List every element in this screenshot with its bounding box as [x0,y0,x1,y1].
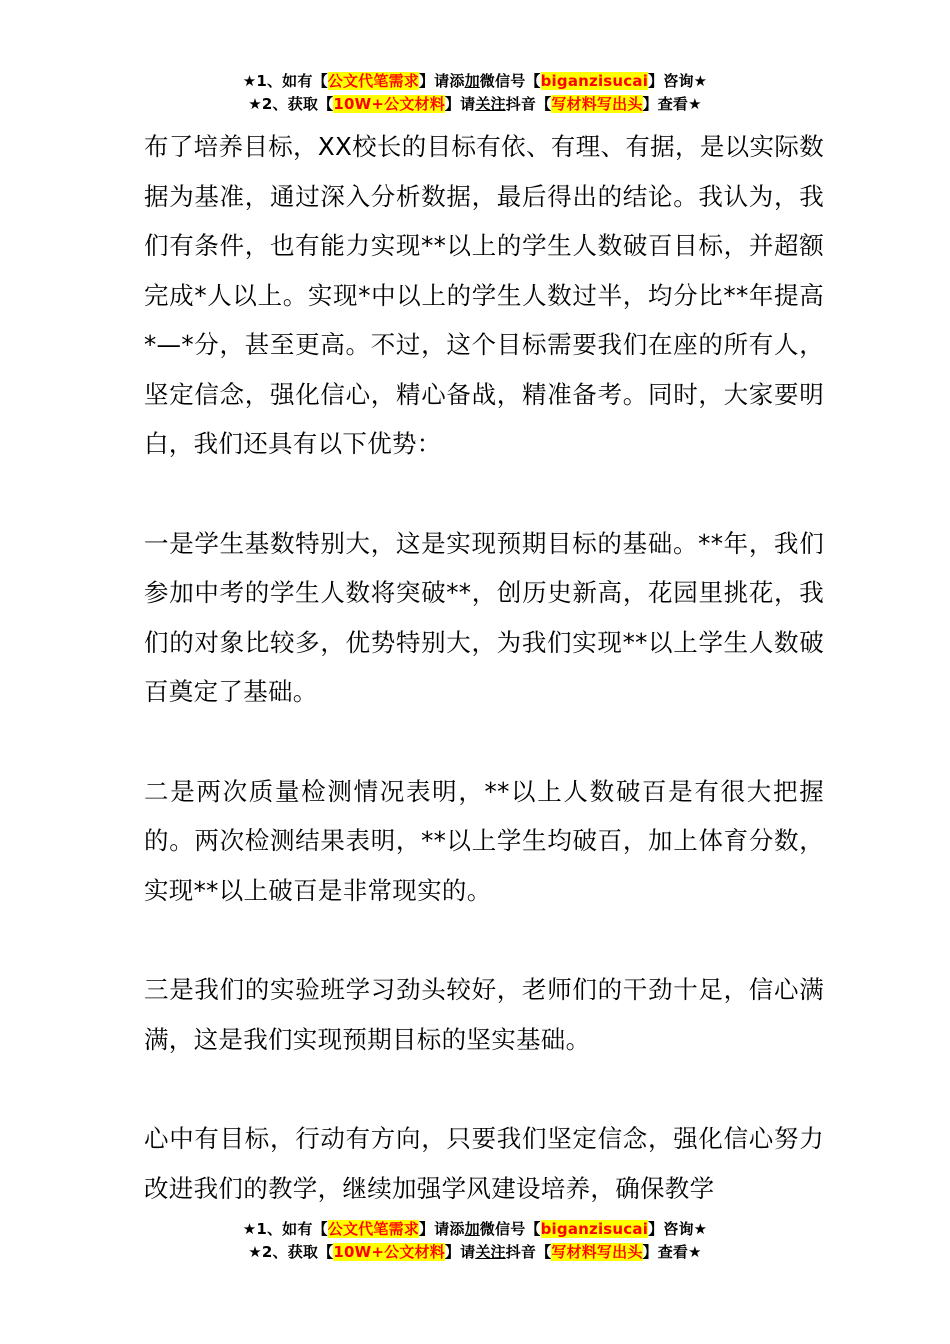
footer-line-1-suffix: 】咨询★ [648,1220,708,1238]
footer-line-1-emphasis: 加 [464,1220,480,1238]
footer-line-1-mid2: 微信号【 [479,1220,541,1238]
paragraph-advantage-3: 三是我们的实验班学习劲头较好，老师们的干劲十足，信心满满，这是我们实现预期目标的坚实基础。 [144,975,824,1054]
banner-line-1 [0,70,950,93]
header-banner [0,70,950,116]
footer-line-1-highlight-wechat: biganzisucai [540,1220,649,1238]
banner-line-2-suffix: 】查看★ [642,95,702,113]
footer-line-2-suffix: 】查看★ [642,1243,702,1261]
banner-line-2-prefix: ★2、获取【 [248,95,334,113]
banner-line-2-mid1: 】请 [444,95,476,113]
footer-line-2-highlight-douyin: 写材料写出头 [551,1243,643,1261]
banner-line-2-emphasis: 关注 [475,95,506,113]
footer-line-2-prefix: ★2、获取【 [248,1243,334,1261]
banner-line-2-mid2: 抖音【 [505,95,552,113]
footer-line-1 [0,1218,950,1241]
paragraph-advantage-1: 一是学生基数特别大，这是实现预期目标的基础。**年，我们参加中考的学生人数将突破**，创历史新高，花园里挑花，我们的对象比较多，优势特别大，为我们实现**以上学生人数破百奠定了基础。 [144,528,824,706]
footer-line-1-prefix: ★1、如有【 [242,1220,328,1238]
banner-line-1-emphasis: 加 [464,72,480,90]
paragraph-goal-analysis: 布了培养目标，XX校长的目标有依、有理、有据，是以实际数据为基准，通过深入分析数据，最后得出的结论。我认为，我们有条件，也有能力实现**以上的学生人数破百目标，并超额完成*人以上。实现*中以上的学生人数过半，均分比**年提高*—*分，甚至更高。不过，这个目标需要我们在座的所有人，坚定信念，强化信心，精心备战，精准备考。同时，大家要明白，我们还具有以下优势： [144,132,824,458]
footer-line-2 [0,1241,950,1264]
footer-banner [0,1218,950,1264]
footer-line-2-mid2: 抖音【 [505,1243,552,1261]
banner-line-1-mid2: 微信号【 [479,72,541,90]
banner-line-1-highlight-wechat: biganzisucai [540,72,649,90]
footer-line-1-mid1: 】请添 [418,1220,465,1238]
banner-line-2-highlight-douyin: 写材料写出头 [551,95,643,113]
footer-line-1-highlight-service: 公文代笔需求 [327,1220,419,1238]
footer-line-2-highlight-materials: 10W+公文材料 [333,1243,445,1261]
document-body [144,122,824,1213]
banner-line-1-mid1: 】请添 [418,72,465,90]
paragraph-advantage-2: 二是两次质量检测情况表明，**以上人数破百是有很大把握的。两次检测结果表明，**以上学生均破百，加上体育分数，实现**以上破百是非常现实的。 [144,776,824,905]
paragraph-conclusion: 心中有目标，行动有方向，只要我们坚定信念，强化信心努力改进我们的教学，继续加强学风建设培养，确保教学 [144,1124,824,1203]
banner-line-1-suffix: 】咨询★ [648,72,708,90]
banner-line-2-highlight-materials: 10W+公文材料 [333,95,445,113]
footer-line-2-emphasis: 关注 [475,1243,506,1261]
banner-line-1-prefix: ★1、如有【 [242,72,328,90]
banner-line-1-highlight-service: 公文代笔需求 [327,72,419,90]
banner-line-2 [0,93,950,116]
footer-line-2-mid1: 】请 [444,1243,476,1261]
